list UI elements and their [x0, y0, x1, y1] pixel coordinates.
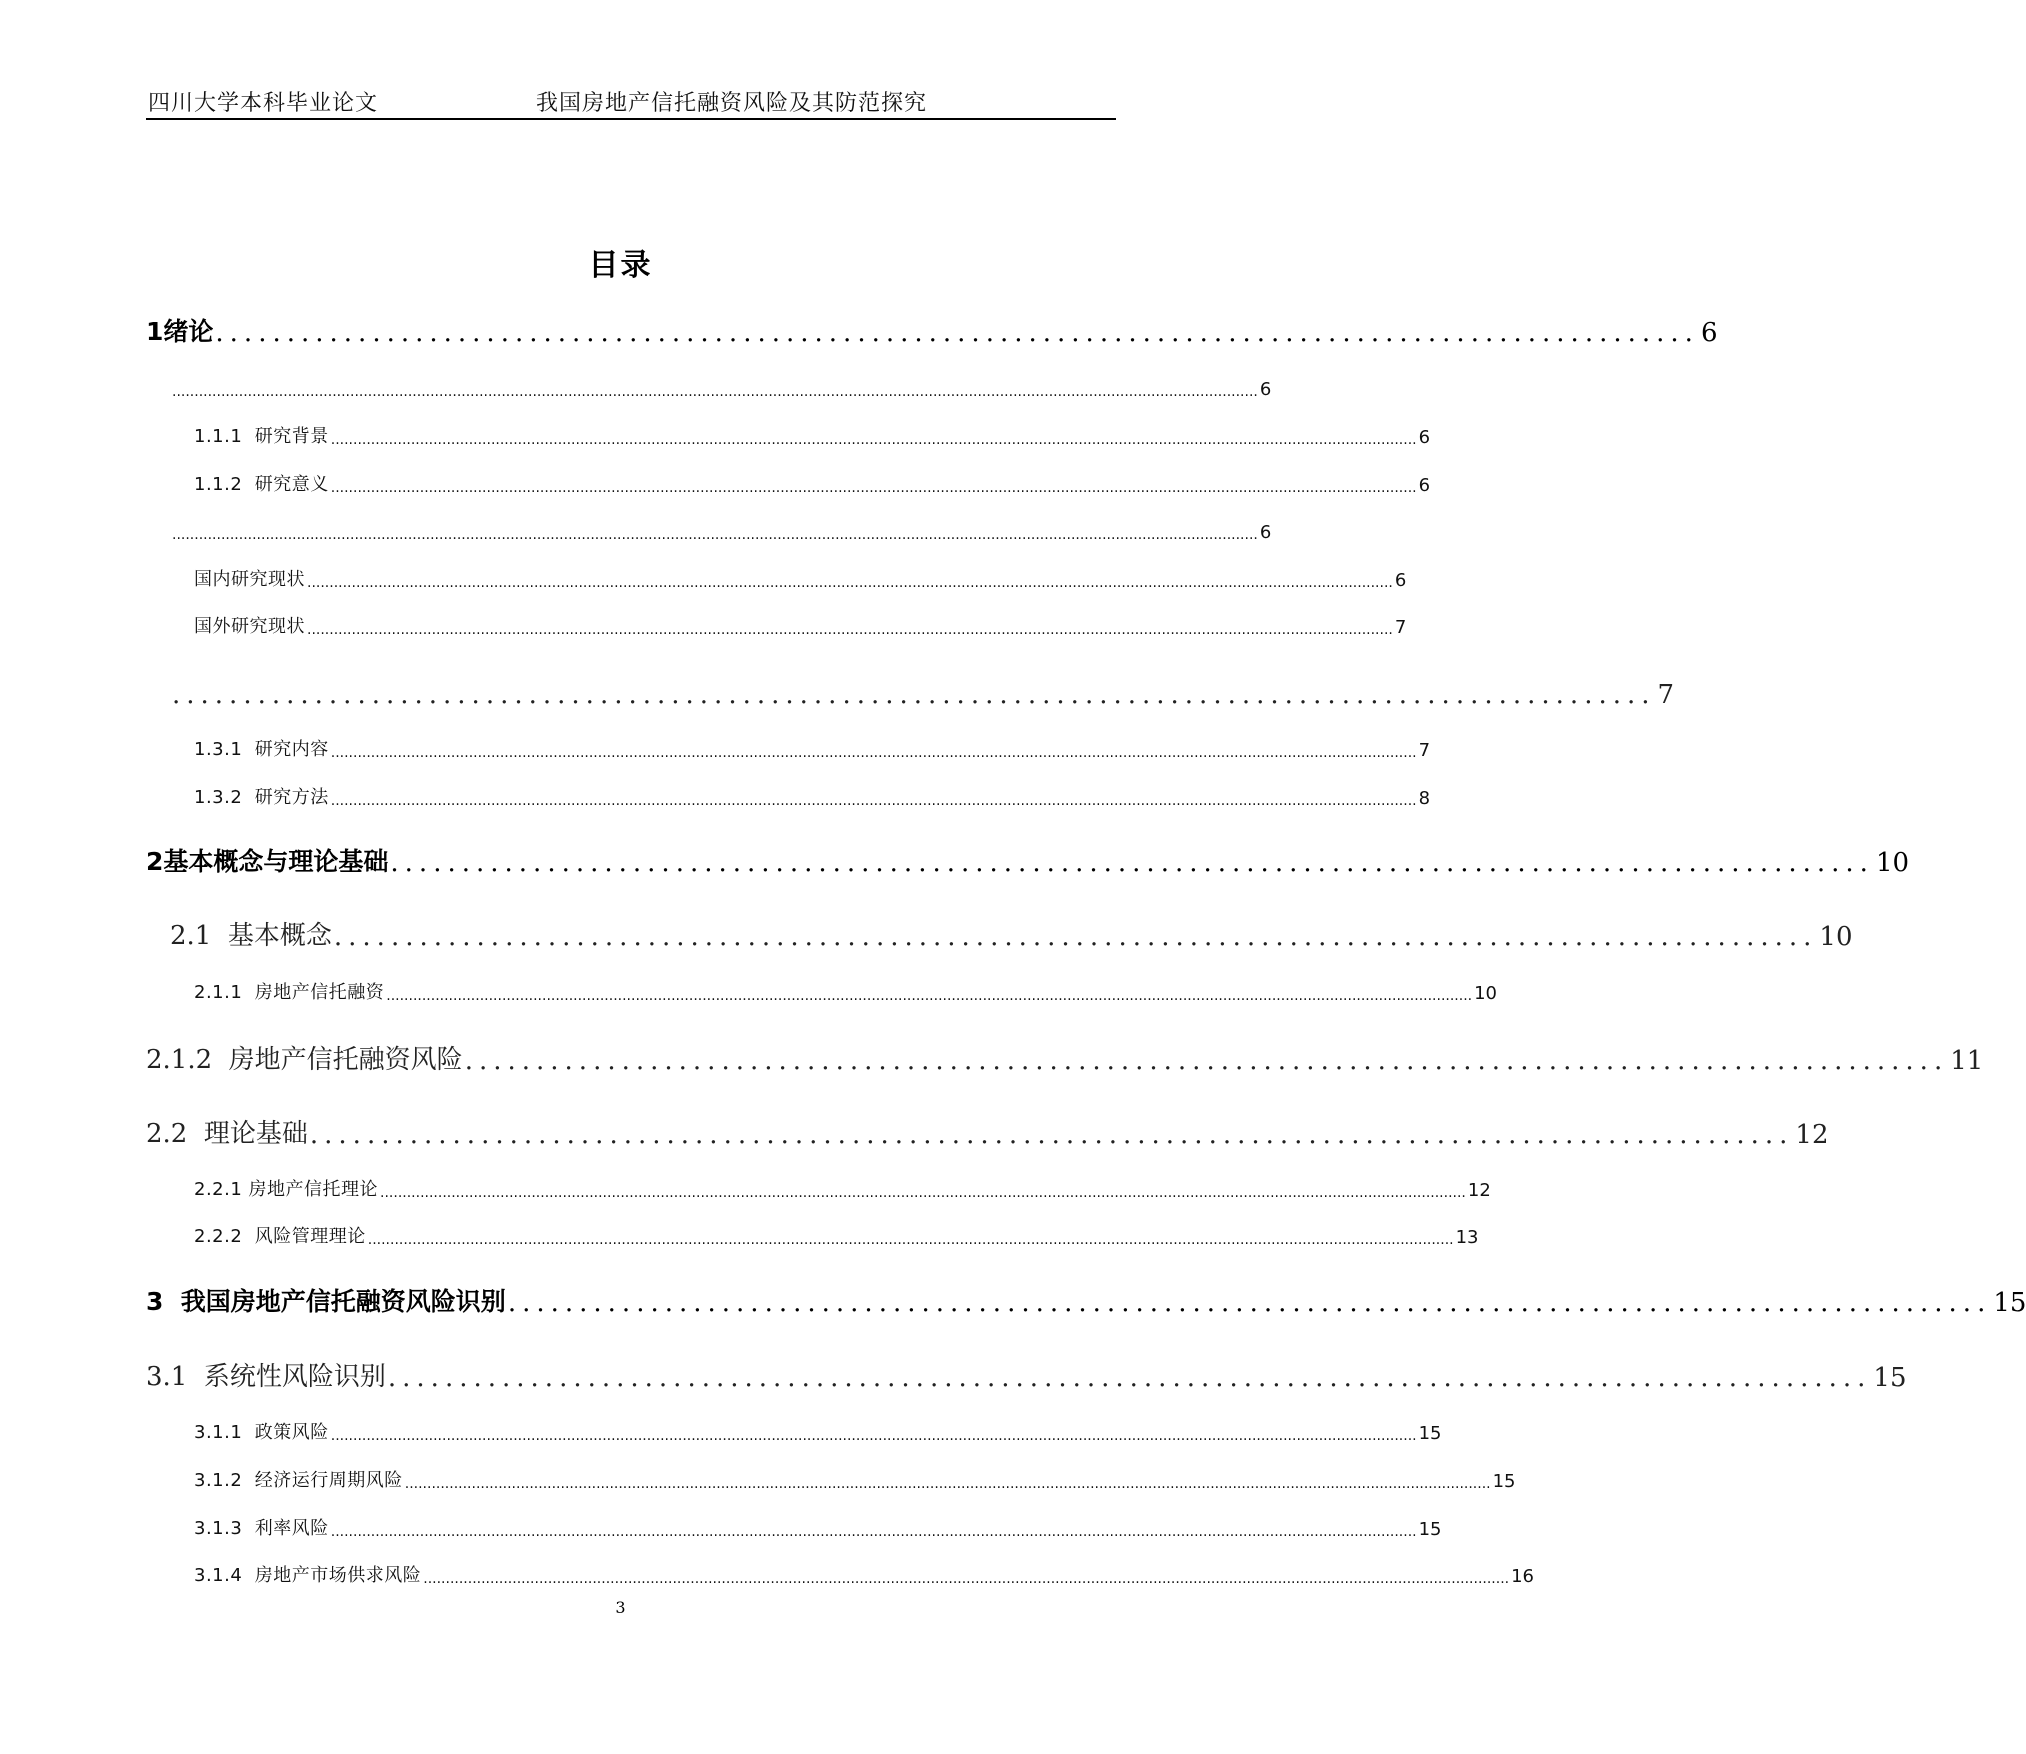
- toc-entry-label: 1.1.2 研究意义: [194, 474, 329, 495]
- toc-leader: ....................................................................................................................................................................................................................................................: [423, 1571, 1510, 1587]
- toc-entry-2-2-1[interactable]: [194, 1175, 1491, 1201]
- toc-entry-page: 7: [1657, 680, 1675, 710]
- toc-entry-page: 6: [1418, 427, 1431, 448]
- toc-entry-3-1-3[interactable]: [194, 1514, 1442, 1540]
- toc-entry-page: 10: [1474, 983, 1498, 1004]
- toc-entry-1-3-2[interactable]: [194, 783, 1431, 809]
- toc-entry-page: 10: [1819, 922, 1853, 952]
- toc-entry-label: 3.1.2 经济运行周期风险: [194, 1470, 403, 1491]
- toc-entry-label: 1.3.1 研究内容: [194, 739, 329, 760]
- toc-entry-page: 6: [1259, 379, 1272, 400]
- toc-entry-label: 3.1 系统性风险识别: [146, 1362, 386, 1392]
- toc-entry-page: 15: [1993, 1288, 2026, 1318]
- toc-entry-label: 3.1.4 房地产市场供求风险: [194, 1565, 422, 1586]
- toc-leader: ....................................................................................................................................................................................................................................................: [386, 988, 1473, 1004]
- toc-entry-label: 2.2.2 风险管理理论: [194, 1226, 366, 1247]
- toc-leader: ....................................................................................................................................................................................................................................................: [330, 745, 1417, 761]
- toc-leader: ........................................................................................................: [333, 922, 1818, 952]
- toc-leader: ....................................................................................................................................................................................................................................................: [380, 1185, 1466, 1201]
- toc-entry-label: 2.1 基本概念: [170, 921, 332, 951]
- toc-leader: ........................................................................................................: [464, 1046, 1949, 1076]
- toc-entry-3-1-2[interactable]: [194, 1466, 1516, 1492]
- toc-entry-1-1-1[interactable]: [194, 422, 1431, 448]
- toc-entry-1-1-2[interactable]: [194, 470, 1431, 496]
- toc-entry-label: 1.3.2 研究方法: [194, 787, 329, 808]
- toc-entry-2-2[interactable]: [146, 1110, 1829, 1150]
- toc-entry-page: 15: [1492, 1471, 1516, 1492]
- toc-leader: ....................................................................................................................................................................................................................................................: [172, 527, 1258, 543]
- toc-entry-label: 2.2.1 房地产信托理论: [194, 1179, 379, 1200]
- toc-entry-untitled[interactable]: [170, 374, 1272, 400]
- toc-leader: ........................................................................................................: [507, 1288, 1992, 1318]
- toc-leader: ....................................................................................................................................................................................................................................................: [330, 793, 1417, 809]
- toc-entry-label: 2.1.1 房地产信托融资: [194, 982, 385, 1003]
- toc-leader: ....................................................................................................................................................................................................................................................: [330, 432, 1417, 448]
- toc-entry-1-3-1[interactable]: [194, 735, 1431, 761]
- toc-entry-2-1-1[interactable]: [194, 978, 1498, 1004]
- toc-leader: ........................................................................................................: [309, 1120, 1794, 1150]
- toc-title: 目录: [588, 248, 653, 283]
- toc-leader: ....................................................................................................................................................................................................................................................: [404, 1476, 1491, 1492]
- header-thesis-label: 四川大学本科毕业论文: [148, 91, 379, 116]
- toc-entry-page: 7: [1418, 740, 1431, 761]
- toc-entry-label: 2.2 理论基础: [146, 1119, 308, 1149]
- toc-leader: ........................................................................................................: [387, 1363, 1872, 1393]
- page-header: [146, 84, 1116, 120]
- toc-entry-page: 10: [1875, 848, 1910, 878]
- toc-entry-chapter-2[interactable]: [146, 838, 1910, 878]
- toc-entry-page: 6: [1700, 318, 1718, 348]
- toc-entry-page: 8: [1418, 788, 1431, 809]
- header-thesis-title: 我国房地产信托融资风险及其防范探究: [536, 91, 928, 116]
- toc-entry-2-2-2[interactable]: [194, 1222, 1479, 1248]
- toc-entry-label: 3.1.1 政策风险: [194, 1422, 329, 1443]
- toc-entry-page: 12: [1467, 1180, 1491, 1201]
- toc-leader: ....................................................................................................................................................................................................................................................: [307, 622, 1393, 638]
- toc-leader: ........................................................................................................: [172, 680, 1656, 710]
- toc-leader: ....................................................................................................................................................................................................................................................: [330, 1524, 1417, 1540]
- toc-leader: ........................................................................................................: [390, 848, 1874, 878]
- toc-entry-page: 15: [1873, 1363, 1907, 1393]
- toc-entry-label: 3.1.3 利率风险: [194, 1518, 329, 1539]
- toc-entry-page: 6: [1394, 570, 1407, 591]
- toc-entry-3-1[interactable]: [146, 1353, 1907, 1393]
- toc-entry-label: 2.1.2 房地产信托融资风险: [146, 1045, 463, 1075]
- toc-leader: ....................................................................................................................................................................................................................................................: [172, 384, 1258, 400]
- toc-entry-label: 1.1.1 研究背景: [194, 426, 329, 447]
- toc-entry-untitled[interactable]: [170, 670, 1675, 710]
- toc-entry-3-1-1[interactable]: [194, 1418, 1442, 1444]
- toc-entry-3-1-4[interactable]: [194, 1561, 1535, 1587]
- toc-entry-2-1-2[interactable]: [146, 1036, 1984, 1076]
- toc-entry-page: 15: [1418, 1423, 1442, 1444]
- toc-leader: ....................................................................................................................................................................................................................................................: [330, 480, 1417, 496]
- toc-entry-page: 15: [1418, 1519, 1442, 1540]
- toc-leader: ....................................................................................................................................................................................................................................................: [367, 1232, 1454, 1248]
- toc-entry-label: 2基本概念与理论基础: [146, 847, 389, 876]
- toc-entry-page: 6: [1259, 522, 1272, 543]
- toc-leader: ....................................................................................................................................................................................................................................................: [307, 575, 1393, 591]
- toc-entry-label: 3 我国房地产信托融资风险识别: [146, 1287, 506, 1316]
- toc-entry-chapter-3[interactable]: [146, 1278, 2026, 1318]
- toc-entry-label: 国外研究现状: [194, 616, 305, 637]
- toc-entry-untitled[interactable]: [170, 517, 1272, 543]
- toc-entry-page: 13: [1455, 1227, 1479, 1248]
- toc-entry-page: 7: [1394, 617, 1407, 638]
- toc-entry-chapter-1[interactable]: [146, 308, 1718, 348]
- toc-entry-page: 16: [1511, 1566, 1535, 1587]
- toc-entry-foreign-research[interactable]: [194, 612, 1407, 638]
- toc-entry-page: 12: [1795, 1120, 1829, 1150]
- page-number-footer: 3: [615, 1598, 626, 1617]
- toc-entry-2-1[interactable]: [170, 912, 1853, 952]
- toc-leader: ....................................................................................................................................................................................................................................................: [330, 1428, 1417, 1444]
- toc-entry-domestic-research[interactable]: [194, 565, 1407, 591]
- toc-entry-label: 国内研究现状: [194, 569, 305, 590]
- toc-leader: ........................................................................................................: [215, 318, 1699, 348]
- toc-entry-label: 1绪论: [146, 317, 214, 346]
- toc-entry-page: 11: [1950, 1046, 1984, 1076]
- toc-entry-page: 6: [1418, 475, 1431, 496]
